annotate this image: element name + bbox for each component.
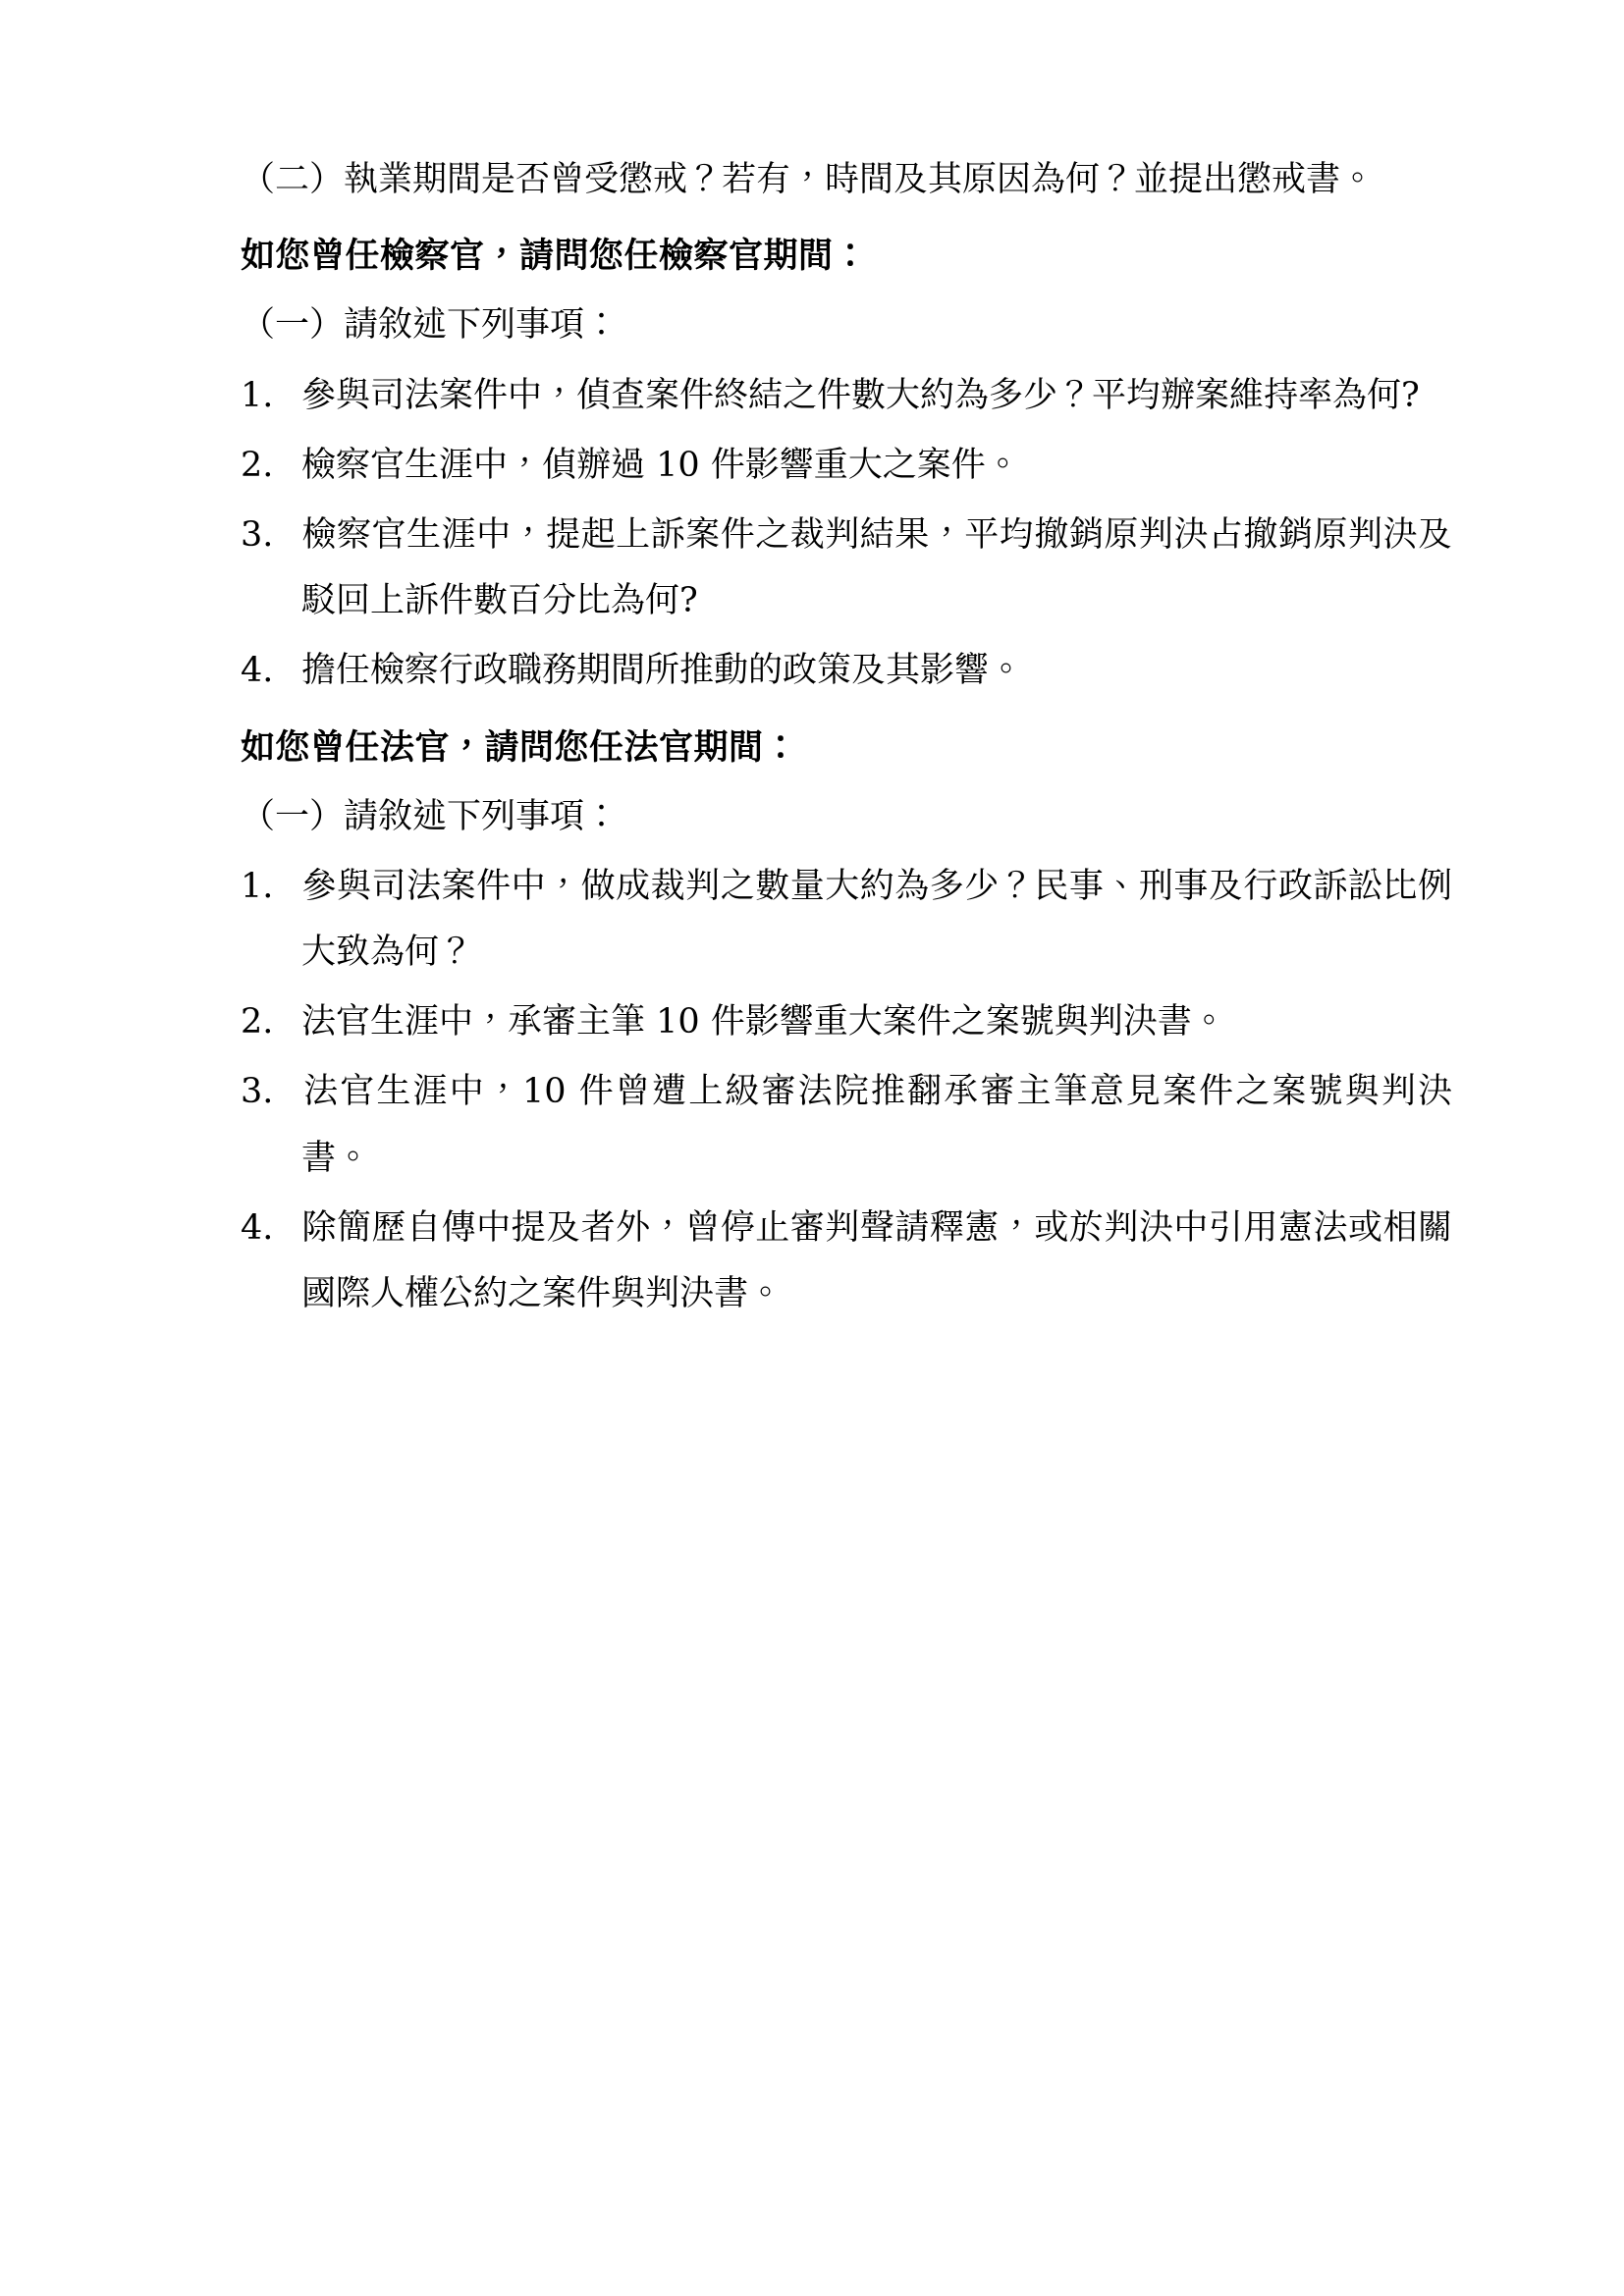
paragraph-discipline-question: （二）執業期間是否曾受懲戒？若有，時間及其原因為何？並提出懲戒書。 <box>241 160 1376 199</box>
list-item-judge-4 <box>241 1196 1452 1327</box>
list-item-judge-1 <box>241 854 1452 986</box>
list-item-text: 除簡歷自傳中提及者外，曾停止審判聲請釋憲，或於判決中引用憲法或相關國際人權公約之案件與判決書。 <box>301 1207 1452 1313</box>
list-item-text: 檢察官生涯中，偵辦過 10 件影響重大之案件。 <box>301 445 1020 485</box>
list-item-text: 參與司法案件中，偵查案件終結之件數大約為多少？平均辦案維持率為何? <box>301 375 1420 415</box>
heading-prosecutor-section: 如您曾任檢察官，請問您任檢察官期間： <box>241 236 869 277</box>
list-marker: 4. <box>241 1207 274 1248</box>
list-marker: 3. <box>241 1072 274 1112</box>
paragraph-prosecutor-intro: （一）請敘述下列事項： <box>241 305 620 346</box>
document-body <box>241 147 1452 1327</box>
list-marker: 2. <box>241 445 274 485</box>
list-item-prosecutor-3 <box>241 503 1452 634</box>
list-item-prosecutor-1 <box>241 363 1452 429</box>
paragraph-judge-intro: （一）請敘述下列事項： <box>241 796 620 836</box>
list-item-text: 擔任檢察行政職務期間所推動的政策及其影響。 <box>301 651 1024 691</box>
list-item-judge-3 <box>241 1059 1452 1191</box>
list-item-text: 檢察官生涯中，提起上訴案件之裁判結果，平均撤銷原判決占撤銷原判決及駁回上訴件數百分比為何? <box>301 514 1452 621</box>
list-marker: 1. <box>241 375 274 415</box>
list-item-text: 法官生涯中，10 件曾遭上級審法院推翻承審主筆意見案件之案號與判決書。 <box>301 1072 1452 1178</box>
list-item-judge-2 <box>241 989 1452 1055</box>
list-item-prosecutor-2 <box>241 433 1452 499</box>
list-marker: 4. <box>241 651 274 691</box>
list-item-prosecutor-4 <box>241 638 1452 704</box>
list-item-text: 法官生涯中，承審主筆 10 件影響重大案件之案號與判決書。 <box>301 1002 1226 1042</box>
list-marker: 3. <box>241 514 274 555</box>
list-marker: 2. <box>241 1002 274 1042</box>
list-item-text: 參與司法案件中，做成裁判之數量大約為多少？民事、刑事及行政訴訟比例大致為何？ <box>301 866 1452 973</box>
list-marker: 1. <box>241 866 274 906</box>
heading-judge-section: 如您曾任法官，請問您任法官期間： <box>241 726 799 768</box>
